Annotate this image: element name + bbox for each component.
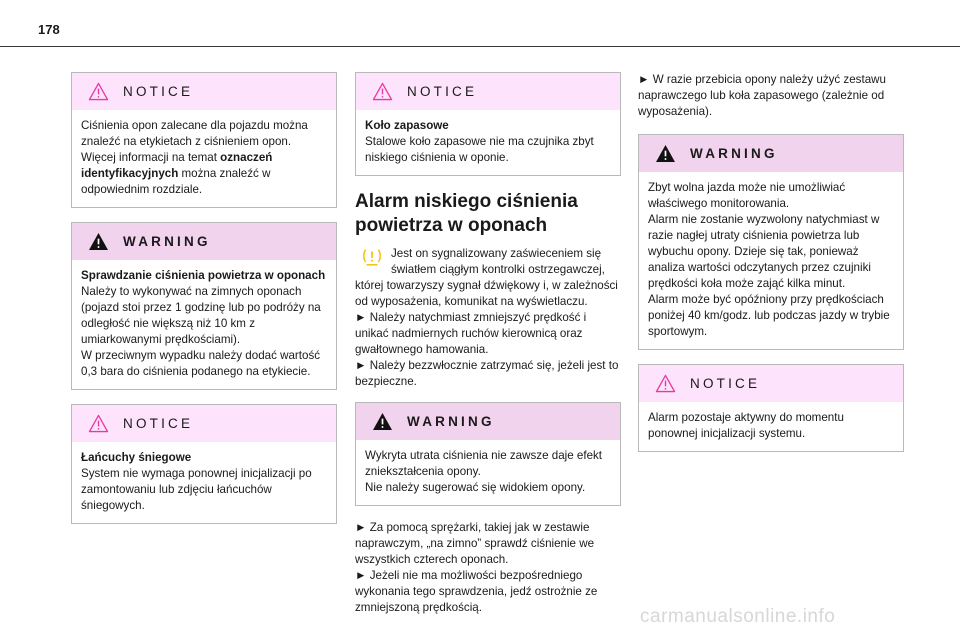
notice-title: NOTICE (407, 84, 478, 99)
step-drive-carefully: ► Jeżeli nie ma możliwości bezpośredniego wykonania tego sprawdzenia, jedź ostrożnie ze zmniejszoną prędkością. (355, 569, 598, 614)
notice-heading: Łańcuchy śniegowe (81, 451, 192, 464)
notice-box-spare-wheel (355, 72, 621, 176)
step-stop: ► Należy bezzwłocznie zatrzymać się, jeżeli jest to bezpieczne. (355, 359, 619, 388)
notice-body (639, 402, 903, 451)
notice-header (72, 405, 336, 442)
warning-text-2: W przeciwnym wypadku należy dodać wartość 0,3 bara do ciśnienia podanego na etykiecie. (81, 349, 321, 378)
warning-box-deformation (355, 402, 621, 506)
warning-box-slow-driving (638, 134, 904, 350)
notice-body (356, 110, 620, 175)
page-number: 178 (38, 22, 60, 37)
step-puncture: ► W razie przebicia opony należy użyć zestawu naprawczego lub koła zapasowego (zależnie od wyposażenia). (638, 73, 886, 118)
warning-box-pressure-check (71, 222, 337, 390)
notice-text: Alarm pozostaje aktywny do momentu ponownej inicjalizacji systemu. (648, 411, 844, 440)
warning-text: Wykryta utrata ciśnienia nie zawsze daje efekt zniekształcenia opony. (365, 449, 603, 478)
notice-text-emphasis: oznaczeń identyfikacyjnych (81, 151, 273, 180)
warning-title: WARNING (407, 414, 495, 429)
notice-box-alarm-active (638, 364, 904, 452)
warning-text: Należy to wykonywać na zimnych oponach (pojazd stoi przez 1 godzinę lub po podróży na odległość nie większą niż 10 km z umiarkowanymi prędkościami). (81, 285, 321, 346)
warning-header (639, 135, 903, 172)
notice-body (72, 110, 336, 207)
steps-2 (355, 520, 621, 616)
notice-box-snow-chains (71, 404, 337, 524)
watermark: carmanualsonline.info (640, 606, 836, 627)
steps-1 (355, 310, 621, 390)
warning-body (639, 172, 903, 349)
notice-triangle-icon (372, 82, 393, 101)
tire-pressure-warning-lamp-icon (361, 246, 383, 268)
column-3 (638, 72, 904, 466)
column-2 (355, 72, 621, 616)
notice-text: Ciśnienia opon zalecane dla pojazdu można znaleźć na etykietach z ciśnieniem opon. (81, 119, 308, 148)
warning-triangle-icon (88, 232, 109, 251)
notice-triangle-icon (88, 414, 109, 433)
notice-title: NOTICE (123, 84, 194, 99)
notice-header (72, 73, 336, 110)
notice-header (639, 365, 903, 402)
warning-heading: Sprawdzanie ciśnienia powietrza w oponach (81, 269, 326, 282)
notice-triangle-icon (655, 374, 676, 393)
section-title: Alarm niskiego ciśnienia powietrza w oponach (355, 191, 578, 236)
column-1 (71, 72, 337, 538)
step-slow-down: ► Należy natychmiast zmniejszyć prędkość i unikać nadmiernych ruchów kierownicą oraz gwałtownego hamowania. (355, 311, 587, 356)
warning-header (356, 403, 620, 440)
notice-text: System nie wymaga ponownej inicjalizacji po zamontowaniu lub zdjęciu łańcuchów śniegowych. (81, 467, 312, 512)
warning-triangle-icon (372, 412, 393, 431)
warning-text-2: Alarm nie zostanie wyzwolony natychmiast w razie nagłej utraty ciśnienia powietrza lub wybuchu opony. Dzieje się tak, ponieważ analiza wartości odczytanych przez czujniki prędkości koła może zająć kilka minut. (648, 213, 880, 290)
notice-heading: Koło zapasowe (365, 119, 449, 132)
warning-triangle-icon (655, 144, 676, 163)
warning-text-3: Alarm może być opóźniony przy prędkościach poniżej 40 km/godz. lub podczas jazdy w trybie sportowym. (648, 293, 890, 338)
warning-title: WARNING (123, 234, 211, 249)
warning-title: WARNING (690, 146, 778, 161)
notice-title: NOTICE (690, 376, 761, 391)
top-divider (0, 46, 960, 47)
notice-text-more: Więcej informacji na temat oznaczeń identyfikacyjnych można znaleźć w odpowiednim rozdziale. (81, 151, 273, 196)
steps-3 (638, 72, 904, 120)
step-check-pressure: ► Za pomocą sprężarki, takiej jak w zestawie naprawczym, „na zimno” sprawdź ciśnienie we wszystkich czterech oponach. (355, 521, 595, 566)
notice-title: NOTICE (123, 416, 194, 431)
notice-header (356, 73, 620, 110)
warning-body (72, 260, 336, 389)
warning-body (356, 440, 620, 505)
intro-text: Jest on sygnalizowany zaświeceniem się światłem ciągłym kontrolki ostrzegawczej, której towarzyszy sygnał dźwiękowy i, w zależności od wyposażenia, komunikat na wyświetlaczu. (355, 247, 618, 308)
warning-text-2: Nie należy sugerować się widokiem opony. (365, 481, 586, 494)
intro-paragraph (355, 246, 621, 310)
notice-body (72, 442, 336, 523)
warning-text: Zbyt wolna jazda może nie umożliwiać właściwego monitorowania. (648, 181, 846, 210)
notice-triangle-icon (88, 82, 109, 101)
notice-text: Stalowe koło zapasowe nie ma czujnika zbyt niskiego ciśnienia w oponie. (365, 135, 594, 164)
notice-box-tire-pressure (71, 72, 337, 208)
warning-header (72, 223, 336, 260)
